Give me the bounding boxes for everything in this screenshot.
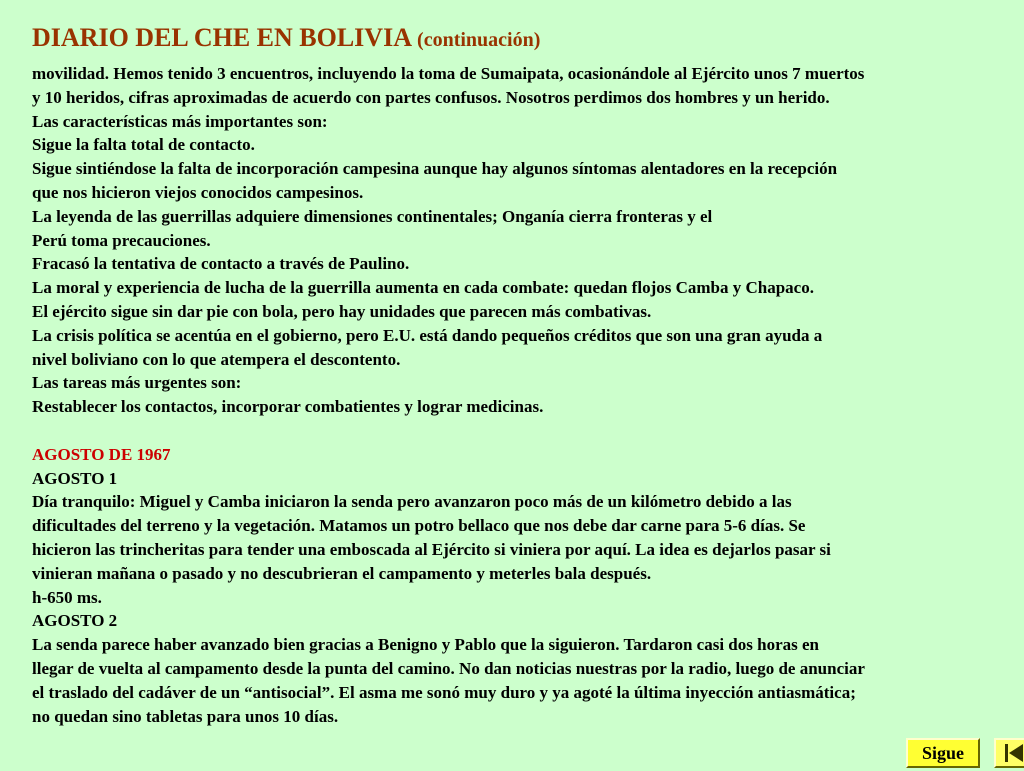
text-line: El ejército sigue sin dar pie con bola, pero hay unidades que parecen más combativas. bbox=[32, 301, 652, 321]
title-subtitle: (continuación) bbox=[417, 29, 541, 51]
text-line: h-650 ms. bbox=[32, 587, 102, 607]
text-line: dificultades del terreno y la vegetación. Matamos un potro bellaco que nos debe dar carne para 5-6 días. Se bbox=[32, 516, 806, 536]
text-line: Día tranquilo: Miguel y Camba iniciaron la senda pero avanzaron poco más de un kilómetro debido a las bbox=[32, 492, 792, 512]
text-line: movilidad. Hemos tenido 3 encuentros, incluyendo la toma de Sumaipata, ocasionándole al Ejército unos 7 muertos bbox=[32, 64, 865, 83]
text-line: y 10 heridos, cifras aproximadas de acuerdo con partes confusos. Nosotros perdimos dos hombres y un herido. bbox=[32, 87, 830, 107]
page-title bbox=[32, 22, 540, 56]
first-page-button[interactable] bbox=[994, 738, 1024, 768]
text-line: hicieron las trincheritas para tender una emboscada al Ejército si viniera por aquí. La idea es dejarlos pasar si bbox=[32, 539, 831, 559]
text-line: llegar de vuelta al campamento desde la punta del camino. No dan noticias nuestras por la radio, luego de anunciar bbox=[32, 658, 865, 678]
text-line: Las características más importantes son: bbox=[32, 111, 328, 131]
section-heading: AGOSTO DE 1967 bbox=[32, 444, 171, 464]
text-line: vinieran mañana o pasado y no descubrieran el campamento y meterles bala después. bbox=[32, 563, 652, 583]
skip-to-start-icon bbox=[996, 740, 1024, 766]
paragraph-spacer bbox=[32, 419, 1012, 443]
text-line: La senda parece haber avanzado bien gracias a Benigno y Pablo que la siguieron. Tardaron casi dos horas en bbox=[32, 635, 819, 655]
text-line: el traslado del cadáver de un “antisocial”. El asma me sonó muy duro y ya agoté la última inyección antiasmática; bbox=[32, 682, 856, 702]
text-line: La leyenda de las guerrillas adquiere dimensiones continentales; Onganía cierra fronteras y el bbox=[32, 206, 713, 226]
text-line: La moral y experiencia de lucha de la guerrilla aumenta en cada combate: quedan flojos Camba y Chapaco. bbox=[32, 278, 814, 298]
title-text: DIARIO DEL CHE EN BOLIVIA bbox=[32, 23, 411, 52]
text-line: Perú toma precauciones. bbox=[32, 230, 211, 250]
text-line: que nos hicieron viejos conocidos campesinos. bbox=[32, 182, 364, 202]
text-line: Sigue la falta total de contacto. bbox=[32, 135, 255, 155]
text-line: nivel boliviano con lo que atempera el descontento. bbox=[32, 349, 401, 369]
text-line: Las tareas más urgentes son: bbox=[32, 373, 242, 393]
next-button[interactable]: Sigue bbox=[906, 738, 980, 768]
text-line: no quedan sino tabletas para unos 10 días. bbox=[32, 706, 339, 726]
text-line: Restablecer los contactos, incorporar combatientes y lograr medicinas. bbox=[32, 397, 544, 417]
entry-date: AGOSTO 1 bbox=[32, 468, 118, 488]
text-line: Sigue sintiéndose la falta de incorporación campesina aunque hay algunos síntomas alentadores en la recepción bbox=[32, 159, 838, 179]
text-line: Fracasó la tentativa de contacto a través de Paulino. bbox=[32, 254, 410, 274]
entry-date: AGOSTO 2 bbox=[32, 611, 118, 631]
text-line: La crisis política se acentúa en el gobierno, pero E.U. está dando pequeños créditos que son una gran ayuda a bbox=[32, 325, 823, 345]
diary-text bbox=[32, 62, 1012, 728]
